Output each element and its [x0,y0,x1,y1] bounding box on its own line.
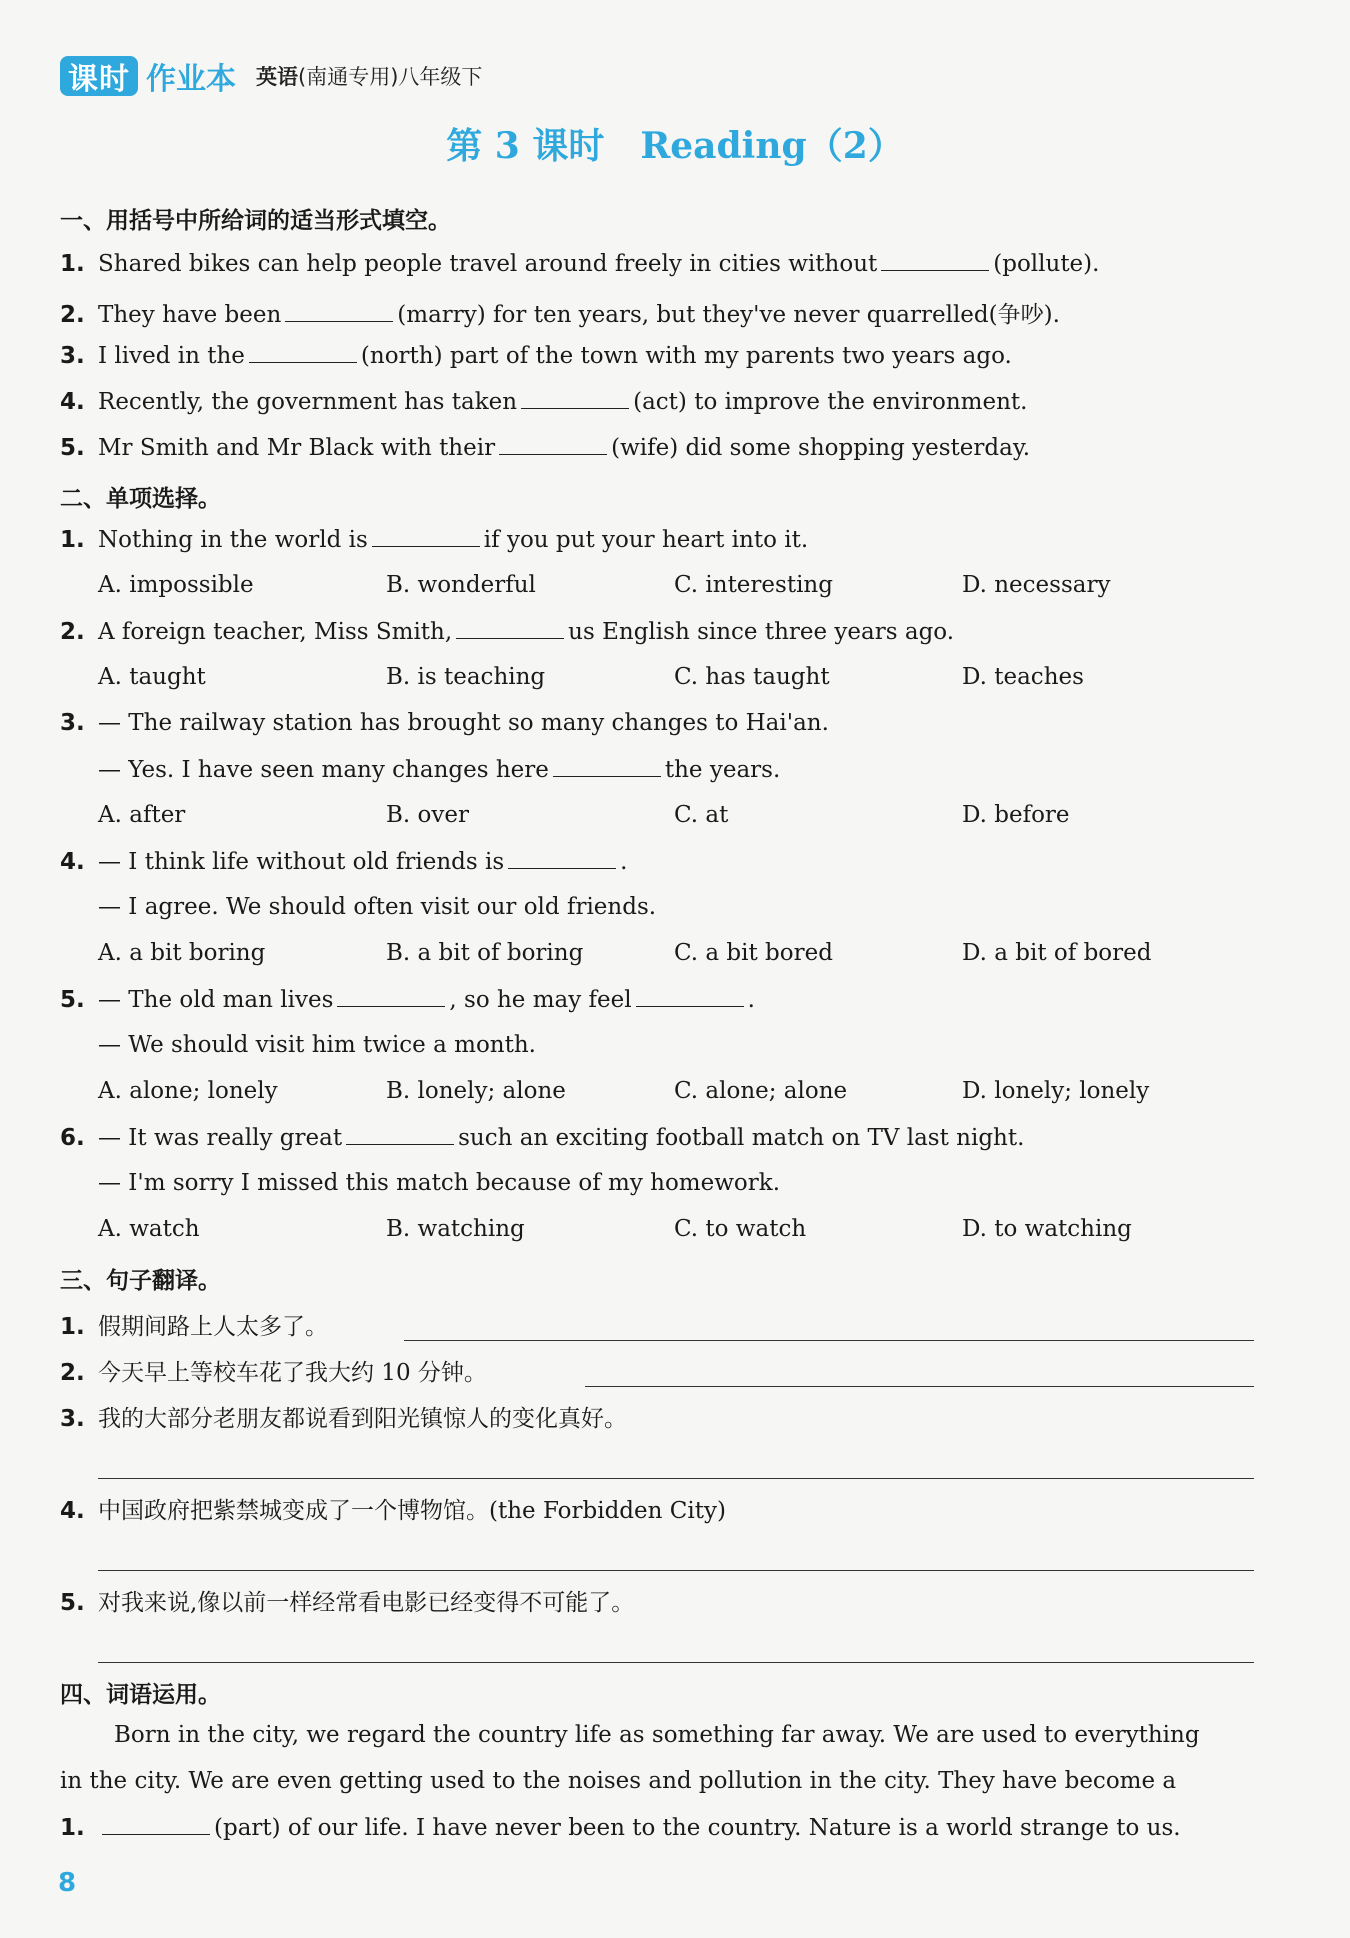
answer-blank[interactable] [521,388,629,409]
answer-blank[interactable] [508,848,616,869]
item-number: 5. [60,1590,85,1616]
option-a[interactable]: A. after [98,802,186,828]
option-a[interactable]: A. impossible [98,572,254,598]
item-text: Shared bikes can help people travel around freely in cities without [98,251,878,277]
s2-q3-line1 [60,710,829,736]
s2-q3-line2 [98,756,780,783]
s2-q5-line2: — We should visit him twice a month. [98,1032,536,1058]
question-number: 4. [60,849,85,875]
question-number: 3. [60,710,85,736]
passage-line-2: in the city. We are even getting used to the noises and pollution in the city. They have become a [60,1768,1177,1794]
answer-blank[interactable] [337,986,445,1007]
s3-item-2 [60,1354,487,1387]
stem-text: us English since three years ago. [568,619,955,645]
translation-source: 今天早上等校车花了我大约 10 分钟。 [98,1360,487,1386]
option-c[interactable]: C. has taught [674,664,830,690]
option-b[interactable]: B. watching [386,1216,525,1242]
header-subject [256,61,482,91]
passage-text: (part) of our life. I have never been to the country. Nature is a world strange to us. [214,1815,1181,1841]
option-a[interactable]: A. taught [98,664,206,690]
dialogue-line: — Yes. I have seen many changes here [98,757,549,783]
section2-heading: 二、单项选择。 [60,486,221,512]
section1-heading: 一、用括号中所给词的适当形式填空。 [60,208,451,234]
s1-item-5 [60,434,1030,461]
answer-line[interactable] [98,1478,1254,1479]
option-b[interactable]: B. over [386,802,469,828]
subject-name: 英语 [256,65,298,89]
option-b[interactable]: B. a bit of boring [386,940,584,966]
dialogue-line: . [620,849,628,875]
answer-line[interactable] [404,1340,1254,1341]
question-number: 6. [60,1125,85,1151]
item-number: 1. [60,251,85,277]
option-a[interactable]: A. alone; lonely [98,1078,278,1104]
stem-text: if you put your heart into it. [483,527,809,553]
lesson-title: 第 3 课时 Reading（2） [446,125,904,167]
option-c[interactable]: C. alone; alone [674,1078,848,1104]
item-hint: (marry) for ten years, but they've never quarrelled(争吵). [397,302,1060,328]
answer-blank[interactable] [249,342,357,363]
item-hint: (wife) did some shopping yesterday. [611,435,1031,461]
s3-item-4 [60,1492,726,1525]
edition-text: (南通专用)八年级下 [298,65,483,89]
question-number: 5. [60,987,85,1013]
s1-item-1 [60,250,1099,277]
item-number: 2. [60,302,85,328]
s1-item-4 [60,388,1027,415]
answer-line[interactable] [585,1386,1254,1387]
s3-item-3 [60,1400,627,1433]
option-d[interactable]: D. before [962,802,1070,828]
dialogue-line: — The railway station has brought so many changes to Hai'an. [98,710,829,736]
stem-text: A foreign teacher, Miss Smith, [98,619,453,645]
item-number: 2. [60,1360,85,1386]
answer-blank[interactable] [285,301,393,322]
page-number: 8 [58,1868,77,1898]
s3-item-1 [60,1308,328,1341]
s1-item-3 [60,342,1012,369]
option-d[interactable]: D. a bit of bored [962,940,1152,966]
option-c[interactable]: C. to watch [674,1216,807,1242]
answer-blank[interactable] [102,1814,210,1835]
item-number: 3. [60,1406,85,1432]
option-d[interactable]: D. to watching [962,1216,1132,1242]
item-number: 4. [60,389,85,415]
s2-q2-stem [60,618,954,645]
logo-badge: 课时 [60,56,138,96]
item-number: 4. [60,1498,85,1524]
option-b[interactable]: B. is teaching [386,664,546,690]
answer-blank[interactable] [553,756,661,777]
option-d[interactable]: D. teaches [962,664,1084,690]
logo-text: 作业本 [146,62,236,97]
option-c[interactable]: C. a bit bored [674,940,833,966]
dialogue-line: , so he may feel [449,987,632,1013]
book-header [60,50,482,102]
item-hint: (pollute). [993,251,1100,277]
question-number: 2. [60,619,85,645]
section4-heading: 四、词语运用。 [60,1682,221,1708]
s2-q5-line1 [60,986,755,1013]
answer-blank[interactable] [881,250,989,271]
translation-source: 中国政府把紫禁城变成了一个博物馆。(the Forbidden City) [98,1498,726,1524]
item-number: 1. [60,1815,85,1841]
item-text: Mr Smith and Mr Black with their [98,435,496,461]
s1-item-2 [60,296,1060,329]
question-number: 1. [60,527,85,553]
stem-text: Nothing in the world is [98,527,368,553]
item-number: 5. [60,435,85,461]
answer-blank[interactable] [636,986,744,1007]
passage-line-3 [60,1814,1181,1841]
answer-blank[interactable] [456,618,564,639]
dialogue-line: — I think life without old friends is [98,849,505,875]
item-hint: (north) part of the town with my parents two years ago. [360,343,1012,369]
passage-line-1: Born in the city, we regard the country life as something far away. We are used to everything [114,1722,1200,1748]
dialogue-line: . [747,987,755,1013]
dialogue-line: — The old man lives [98,987,334,1013]
option-a[interactable]: A. a bit boring [98,940,266,966]
item-hint: (act) to improve the environment. [633,389,1028,415]
translation-source: 我的大部分老朋友都说看到阳光镇惊人的变化真好。 [98,1406,627,1432]
option-a[interactable]: A. watch [98,1216,200,1242]
translation-source: 假期间路上人太多了。 [98,1314,328,1340]
s3-item-5 [60,1584,634,1617]
s2-q6-line1 [60,1124,1024,1151]
answer-blank[interactable] [372,526,480,547]
option-b[interactable]: B. wonderful [386,572,536,598]
section3-heading: 三、句子翻译。 [60,1268,221,1294]
s2-q1-stem [60,526,808,553]
s2-q4-line1 [60,848,627,875]
dialogue-line: such an exciting football match on TV last night. [458,1125,1025,1151]
s2-q6-line2: — I'm sorry I missed this match because of my homework. [98,1170,781,1196]
option-c[interactable]: C. interesting [674,572,833,598]
answer-blank[interactable] [346,1124,454,1145]
item-text: Recently, the government has taken [98,389,518,415]
item-text: I lived in the [98,343,245,369]
option-b[interactable]: B. lonely; alone [386,1078,566,1104]
dialogue-line: — It was really great [98,1125,343,1151]
item-number: 1. [60,1314,85,1340]
answer-line[interactable] [98,1570,1254,1571]
option-d[interactable]: D. lonely; lonely [962,1078,1150,1104]
item-number: 3. [60,343,85,369]
dialogue-line: the years. [664,757,781,783]
answer-blank[interactable] [499,434,607,455]
item-text: They have been [98,302,282,328]
option-c[interactable]: C. at [674,802,729,828]
option-d[interactable]: D. necessary [962,572,1111,598]
answer-line[interactable] [98,1662,1254,1663]
s2-q4-line2: — I agree. We should often visit our old friends. [98,894,657,920]
translation-source: 对我来说,像以前一样经常看电影已经变得不可能了。 [98,1590,635,1616]
